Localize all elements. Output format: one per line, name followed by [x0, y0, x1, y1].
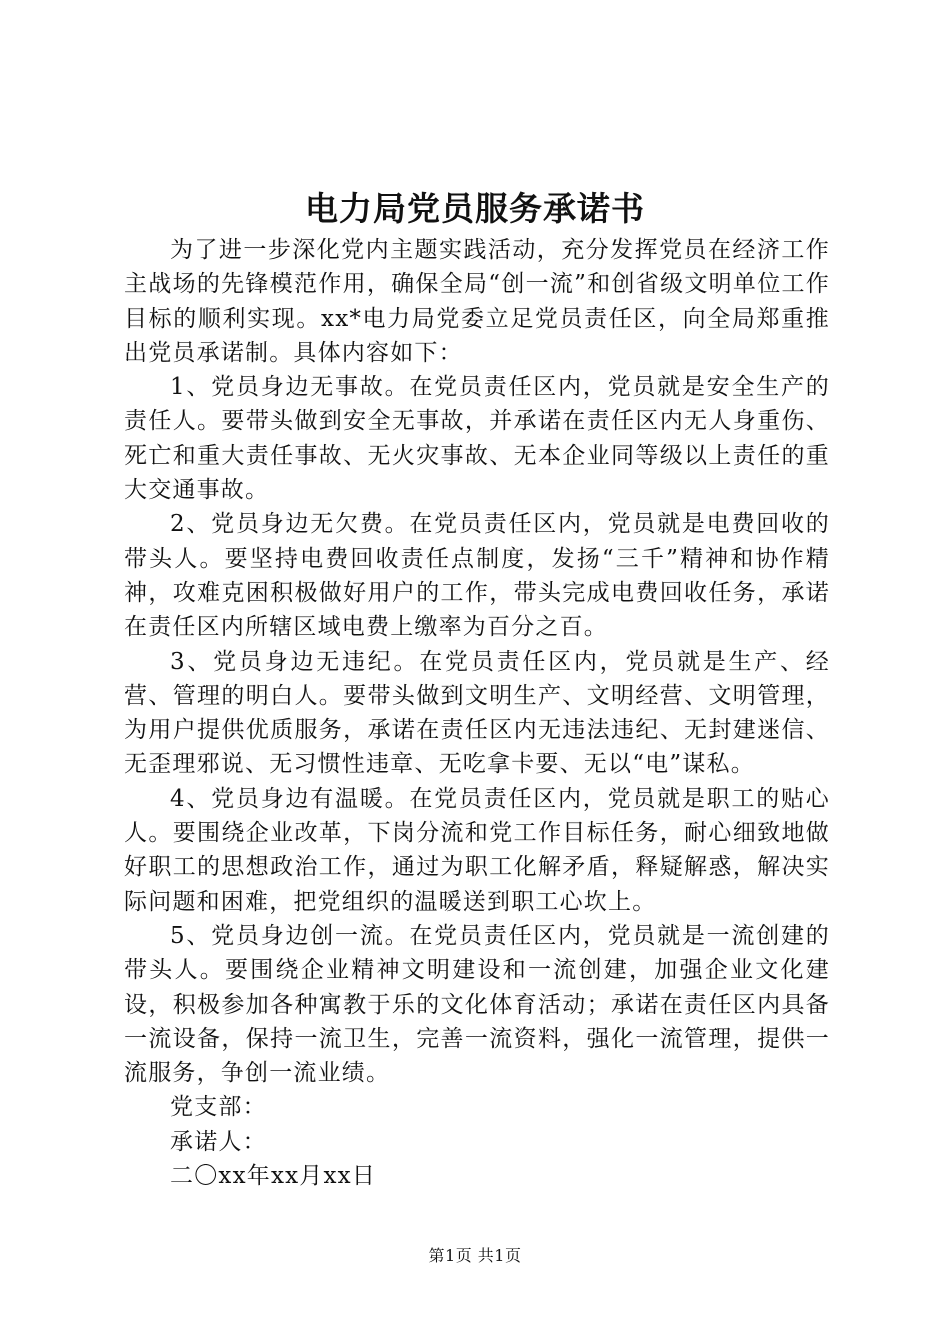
commitment-paragraph-4: 4、党员身边有温暖。在党员责任区内，党员就是职工的贴心人。要围绕企业改革，下岗分流和党工作目标任务，耐心细致地做好职工的思想政治工作，通过为职工化解矛盾，释疑解惑，解决实际问题和困难，把党组织的温暖送到职工心坎上。	[124, 785, 830, 915]
party-branch-label: 党支部：	[170, 1094, 267, 1121]
commitment-paragraph-3: 3、党员身边无违纪。在党员责任区内，党员就是生产、经营、管理的明白人。要带头做到文明生产、文明经营、文明管理，为用户提供优质服务，承诺在责任区内无违法违纪、无封建迷信、无歪理邪说、无习惯性违章、无吃拿卡要、无以“电”谋私。	[124, 648, 830, 778]
document-body	[124, 233, 830, 1193]
commitment-paragraph-1: 1、党员身边无事故。在党员责任区内，党员就是安全生产的责任人。要带头做到安全无事故，并承诺在责任区内无人身重伤、死亡和重大责任事故、无火灾事故、无本企业同等级以上责任的重大交通事故。	[124, 374, 830, 504]
intro-paragraph: 为了进一步深化党内主题实践活动，充分发挥党员在经济工作主战场的先锋模范作用，确保全局“创一流”和创省级文明单位工作目标的顺利实现。xx*电力局党委立足党员责任区，向全局郑重推出党员承诺制。具体内容如下：	[124, 237, 830, 366]
commitment-paragraph-5: 5、党员身边创一流。在党员责任区内，党员就是一流创建的带头人。要围绕企业精神文明建设和一流创建，加强企业文化建设，积极参加各种寓教于乐的文化体育活动；承诺在责任区内具备一流设备，保持一流卫生，完善一流资料，强化一流管理，提供一流服务，争创一流业绩。	[124, 922, 830, 1087]
signature-date: 二〇xx年xx月xx日	[170, 1163, 377, 1190]
commitment-paragraph-2: 2、党员身边无欠费。在党员责任区内，党员就是电费回收的带头人。要坚持电费回收责任点制度，发扬“三千”精神和协作精神，攻难克困积极做好用户的工作，带头完成电费回收任务，承诺在责任区内所辖区域电费上缴率为百分之百。	[124, 511, 830, 641]
promiser-label: 承诺人：	[170, 1128, 267, 1155]
document-title: 电力局党员服务承诺书	[305, 189, 645, 228]
page-footer: 第1页 共1页	[428, 1246, 522, 1265]
